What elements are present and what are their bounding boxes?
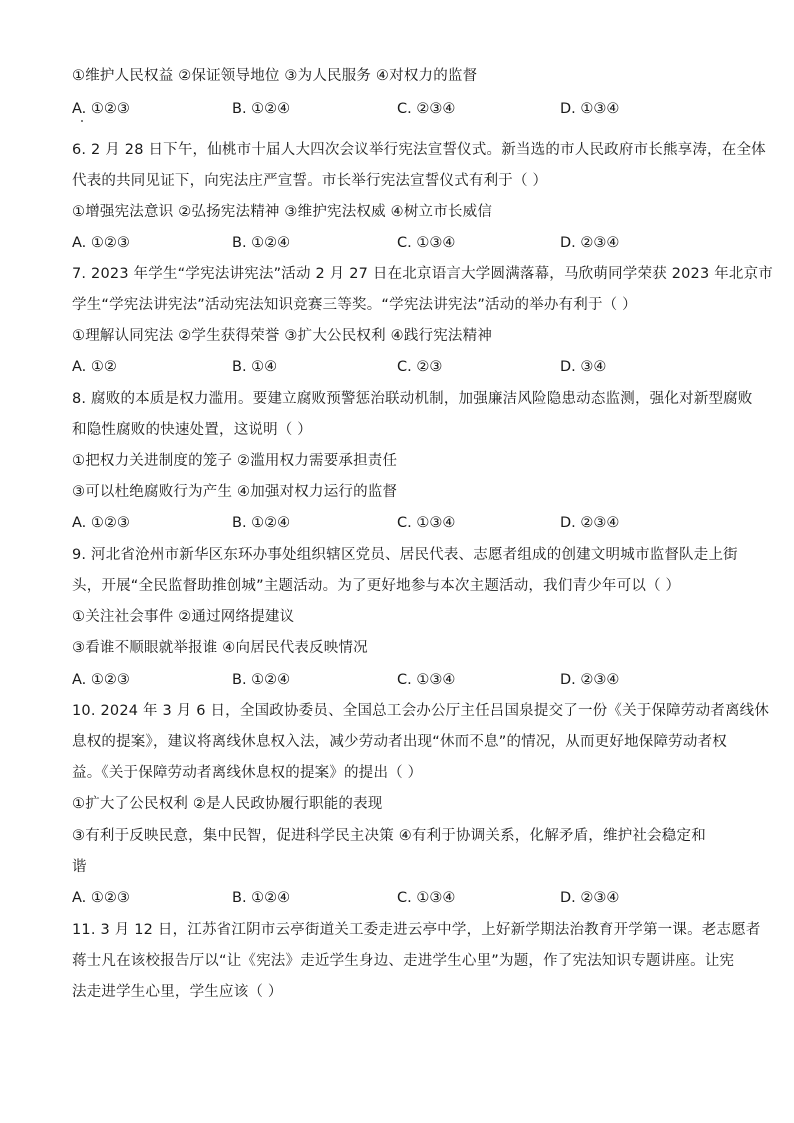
q10-options bbox=[72, 888, 732, 908]
q10-stem-line2: 息权的提案》，建议将离线休息权入法，减少劳动者出现“休而不息”的情况，从而更好地保障劳动者权 bbox=[72, 734, 727, 750]
q6-option-a[interactable]: A. ①②③ bbox=[72, 235, 130, 251]
q10-option-b[interactable]: B. ①②④ bbox=[232, 890, 291, 906]
q10-option-d[interactable]: D. ②③④ bbox=[560, 890, 620, 906]
q5-option-a[interactable]: A. ①②③ bbox=[72, 101, 130, 117]
q9-statements-line2: ③看谁不顺眼就举报谁 ④向居民代表反映情况 bbox=[72, 640, 368, 656]
q10-statements-line2: ③有利于反映民意，集中民智，促进科学民主决策 ④有利于协调关系，化解矛盾，维护社会稳定和 bbox=[72, 828, 706, 844]
q10-statements-line1: ①扩大了公民权利 ②是人民政协履行职能的表现 bbox=[72, 796, 383, 812]
q5-option-b[interactable]: B. ①②④ bbox=[232, 101, 291, 117]
q11-stem-line2: 蒋士凡在该校报告厅以“让《宪法》走近学生身边、走进学生心里”为题，作了宪法知识专题讲座。让宪 bbox=[72, 953, 735, 969]
q9-options bbox=[72, 670, 732, 690]
q6-option-d[interactable]: D. ②③④ bbox=[560, 235, 620, 251]
q11-stem-line3: 法走进学生心里，学生应该（ ） bbox=[72, 984, 283, 1000]
q9-option-b[interactable]: B. ①②④ bbox=[232, 672, 291, 688]
q9-stem-line1: 9. 河北省沧州市新华区东环办事处组织辖区党员、居民代表、志愿者组成的创建文明城市监督队走上街 bbox=[72, 547, 738, 563]
q8-option-c[interactable]: C. ①③④ bbox=[397, 515, 456, 531]
q5-option-d[interactable]: D. ①③④ bbox=[560, 101, 620, 117]
q8-stem-line1: 8. 腐败的本质是权力滥用。要建立腐败预警惩治联动机制，加强廉洁风险隐患动态监测，强化对新型腐败 bbox=[72, 391, 753, 407]
q8-option-d[interactable]: D. ②③④ bbox=[560, 515, 620, 531]
q9-statements-line1: ①关注社会事件 ②通过网络提建议 bbox=[72, 609, 295, 625]
q10-option-c[interactable]: C. ①③④ bbox=[397, 890, 456, 906]
q8-stem-line2: 和隐性腐败的快速处置，这说明（ ） bbox=[72, 422, 313, 438]
q9-option-d[interactable]: D. ②③④ bbox=[560, 672, 620, 688]
q7-option-a[interactable]: A. ①② bbox=[72, 359, 117, 375]
q8-option-b[interactable]: B. ①②④ bbox=[232, 515, 291, 531]
q6-options bbox=[72, 233, 732, 253]
q6-option-b[interactable]: B. ①②④ bbox=[232, 235, 291, 251]
q6-stem-line2: 代表的共同见证下，向宪法庄严宣誓。市长举行宪法宣誓仪式有利于（ ） bbox=[72, 173, 548, 189]
q6-option-c[interactable]: C. ①③④ bbox=[397, 235, 456, 251]
q8-options bbox=[72, 513, 732, 533]
q8-statements-line2: ③可以杜绝腐败行为产生 ④加强对权力运行的监督 bbox=[72, 484, 398, 500]
q6-statements: ①增强宪法意识 ②弘扬宪法精神 ③维护宪法权威 ④树立市长威信 bbox=[72, 204, 493, 220]
q5-option-c[interactable]: C. ②③④ bbox=[397, 101, 456, 117]
q7-option-b[interactable]: B. ①④ bbox=[232, 359, 278, 375]
q8-statements-line1: ①把权力关进制度的笼子 ②滥用权力需要承担责任 bbox=[72, 453, 398, 469]
q10-stem-line1: 10. 2024 年 3 月 6 日，全国政协委员、全国总工会办公厅主任吕国泉提交了一份《关于保障劳动者离线休 bbox=[72, 703, 770, 719]
q6-stem-line1: 6. 2 月 28 日下午，仙桃市十届人大四次会议举行宪法宣誓仪式。新当选的市人民政府市长熊享涛，在全体 bbox=[72, 142, 766, 158]
q5-statements: ①维护人民权益 ②保证领导地位 ③为人民服务 ④对权力的监督 bbox=[72, 68, 478, 84]
q10-stem-line3: 益。《关于保障劳动者离线休息权的提案》的提出（ ） bbox=[72, 765, 423, 781]
q11-stem-line1: 11. 3 月 12 日，江苏省江阴市云亭街道关工委走进云亭中学，上好新学期法治教育开学第一课。老志愿者 bbox=[72, 922, 761, 938]
q8-option-a[interactable]: A. ①②③ bbox=[72, 515, 130, 531]
q10-option-a[interactable]: A. ①②③ bbox=[72, 890, 130, 906]
q10-statements-line3: 谐 bbox=[72, 859, 87, 875]
q9-stem-line2: 头，开展“全民监督助推创城”主题活动。为了更好地参与本次主题活动，我们青少年可以（ ） bbox=[72, 578, 681, 594]
q7-stem-line2: 学生“学宪法讲宪法”活动宪法知识竞赛三等奖。“学宪法讲宪法”活动的举办有利于（ ） bbox=[72, 297, 637, 313]
q9-option-c[interactable]: C. ①③④ bbox=[397, 672, 456, 688]
q7-option-c[interactable]: C. ②③ bbox=[397, 359, 443, 375]
q7-options bbox=[72, 357, 732, 377]
q9-option-a[interactable]: A. ①②③ bbox=[72, 672, 130, 688]
q7-stem-line1: 7. 2023 年学生“学宪法讲宪法”活动 2 月 27 日在北京语言大学圆满落幕，马欣萌同学荣获 2023 年北京市 bbox=[72, 266, 774, 282]
stray-mark bbox=[81, 120, 83, 122]
q7-option-d[interactable]: D. ③④ bbox=[560, 359, 607, 375]
q7-statements: ①理解认同宪法 ②学生获得荣誉 ③扩大公民权利 ④践行宪法精神 bbox=[72, 328, 493, 344]
q5-options bbox=[72, 99, 732, 119]
